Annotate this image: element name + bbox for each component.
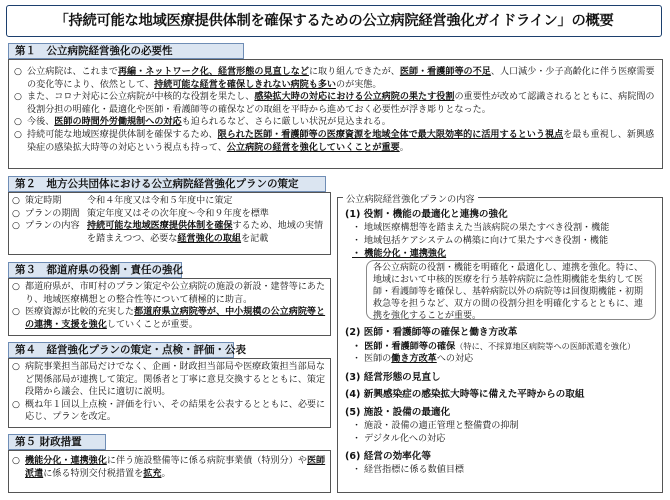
plan-heading-3: (3) 経営形態の見直し xyxy=(345,372,441,383)
s2-row-plan-content: ○ プランの内容 持続可能な地域医療提供体制を確保するため、地域の実情を踏まえつつ、必要な経営強化の取組を記載 xyxy=(12,221,324,244)
plan-heading-1: (1) 役割・機能の最適化と連携の強化 xyxy=(345,209,508,220)
section2-header: 第２ 地方公共団体における公立病院経営強化プランの策定 xyxy=(8,176,326,192)
s2-row-plan-period: ○ プランの期間 策定年度又はその次年度～令和９年度を標準 xyxy=(12,208,269,219)
section3-box xyxy=(8,278,331,336)
section4-box xyxy=(8,358,331,428)
s1-paragraph-4: ○ 持続可能な地域医療提供体制を確保するため、限られた医師・看護師等の医療資源を地域全体で最大限効率的に活用するという視点を最も重視し、新興感染症の感染拡大時等の対応という視点も持って、公立病院の経営を強化していくことが重要。 xyxy=(14,129,655,153)
plan-h6-item-1: ・ 経営指標に係る数値目標 xyxy=(352,465,465,475)
section3-header: 第３ 都道府県の役割・責任の強化 xyxy=(8,262,182,278)
section1-header: 第１ 公立病院経営強化の必要性 xyxy=(8,43,244,59)
plan-h5-item-1: ・ 施設・設備の適正管理と整備費の抑制 xyxy=(352,421,519,431)
plan-h1-item-2: ・ 地域包括ケアシステムの構築に向けて果たすべき役割・機能 xyxy=(352,236,609,246)
s1-paragraph-2: ○ また、コロナ対応に公立病院が中核的な役割を果たし、感染拡大時の対応における公立病院の果たす役割の重要性が改めて認識されるとともに、病院間の役割分担の明確化・最適化や医師・看護師等の確保などの取組を平時から進めておく必要性が浮き彫りとなった。 xyxy=(14,92,655,115)
plan-heading-5: (5) 施設・設備の最適化 xyxy=(345,407,451,418)
s3-paragraph-1: ○ 都道府県が、市町村のプラン策定や公立病院の施設の新設・建替等にあたり、地域医療構想との整合性等について積極的に助言。 xyxy=(12,282,326,305)
s5-paragraph-1: ○ 機能分化・連携強化に伴う施設整備等に係る病院事業債（特別分）や医師派遣に係る特別交付税措置を拡充。 xyxy=(12,456,326,479)
plan-h2-item-2: ・ 医師の働き方改革への対応 xyxy=(352,354,474,364)
s3-paragraph-2: ○ 医療資源が比較的充実した都道府県立病院等が、中小規模の公立病院等との連携・支援を強化していくことが重要。 xyxy=(12,307,326,330)
plan-h1-item-1: ・ 地域医療構想等を踏まえた当該病院の果たすべき役割・機能 xyxy=(352,223,610,233)
page-title: 「持続可能な地域医療提供体制を確保するための公立病院経営強化ガイドライン」の概要 xyxy=(6,5,662,37)
plan-heading-6: (6) 経営の効率化等 xyxy=(345,451,431,462)
plan-heading-2: (2) 医師・看護師等の確保と働き方改革 xyxy=(345,327,518,338)
plan-h2-item-1: ・ 医師・看護師等の確保（特に、不採算地区病院等への医師派遣を強化） xyxy=(352,341,636,352)
s2-row-period-start: ○ 策定時期 令和４年度又は令和５年度中に策定 xyxy=(12,196,233,206)
s4-paragraph-2: ○ 概ね年１回以上点検・評価を行い、その結果を公表するとともに、必要に応じ、プランを改定。 xyxy=(12,399,326,423)
section4-header: 第４ 経営強化プランの策定・点検・評価・公表 xyxy=(8,342,234,358)
plan-inner-note: 各公立病院の役割・機能を明確化・最適化し、連携を強化。特に、地域において中核的医療を行う基幹病院に急性期機能を集約して医師・看護師等を確保し、基幹病院以外の病院等は回復期機能・初期救急等を担うなど、双方の間の役割分担を明確化するとともに、連携を強化することが重要。 xyxy=(366,260,656,320)
plan-h1-item-3: ・ 機能分化・連携強化 xyxy=(352,249,447,259)
plan-h5-item-2: ・ デジタル化への対応 xyxy=(352,434,446,444)
section5-box xyxy=(8,450,331,493)
section2-box xyxy=(8,192,331,255)
plan-heading-4: (4) 新興感染症の感染拡大時等に備えた平時からの取組 xyxy=(345,389,585,400)
s4-paragraph-1: ○ 病院事業担当部局だけでなく、企画・財政担当部局や医療政策担当部局など関係部局が連携して策定。関係者と丁寧に意見交換するとともに、策定段階から議会、住民に適切に説明。 xyxy=(12,362,326,398)
plan-contents-caption: 公立病院経営強化プランの内容 xyxy=(343,191,478,205)
s1-paragraph-1: ○ 公立病院は、これまで再編・ネットワーク化、経営形態の見直しなどに取り組んできたが、医師・看護師等の不足、人口減少・少子高齢化に伴う医療需要の変化等により、依然として、持続可能な経営を確保しきれない病院も多いのが実態。 xyxy=(14,67,655,90)
section1-box xyxy=(8,59,663,169)
section5-header: 第５ 財政措置 xyxy=(8,434,106,450)
s1-paragraph-3: ○ 今後、医師の時間外労働規制への対応も迫られるなど、さらに厳しい状況が見込まれる。 xyxy=(14,117,391,128)
